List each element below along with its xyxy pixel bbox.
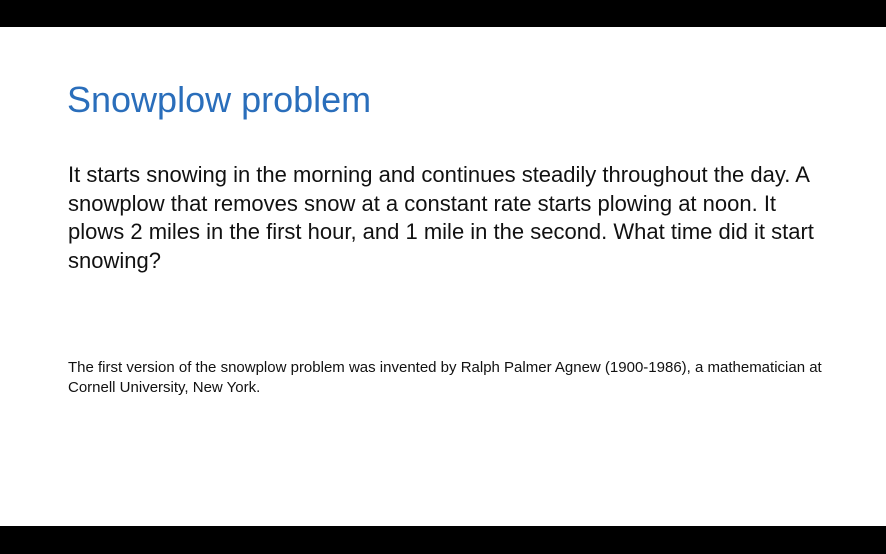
slide [0, 27, 886, 526]
slide-footnote: The first version of the snowplow problem was invented by Ralph Palmer Agnew (1900-1986), a mathematician at Cornell University, New York. [68, 359, 822, 396]
slide-title: Snowplow problem [67, 79, 372, 120]
letterbox-bottom-bar [0, 526, 886, 554]
letterbox-top-bar [0, 0, 886, 27]
slide-body-text: It starts snowing in the morning and continues steadily throughout the day. A snowplow that removes snow at a constant rate starts plowing at noon. It plows 2 miles in the first hour, and 1 mile in the second. What time did it start snowing? [68, 162, 814, 273]
